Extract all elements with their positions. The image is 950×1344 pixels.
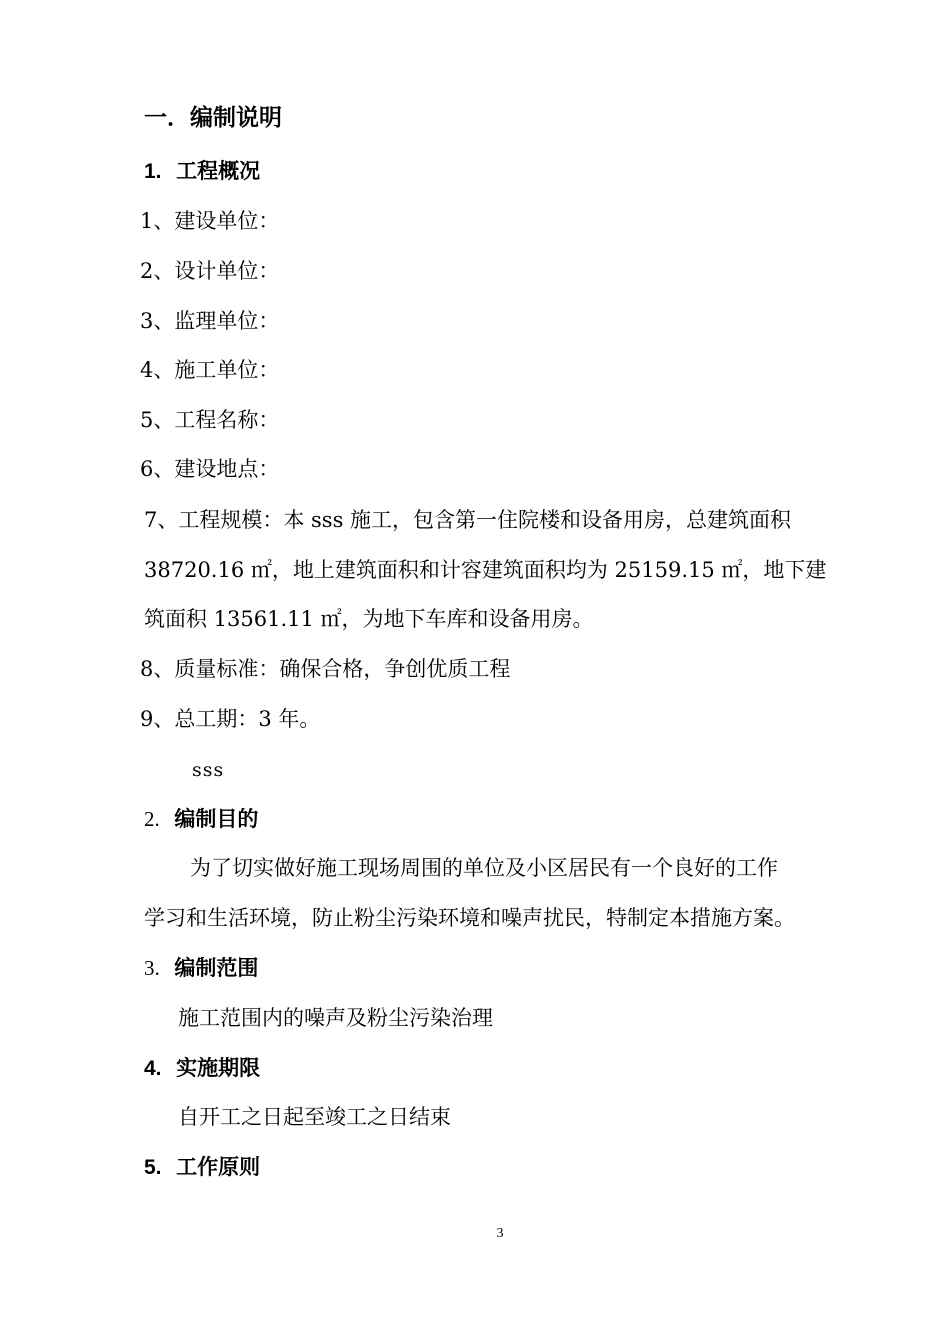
- quality-item: 8、质量标准：确保合格，争创优质工程: [140, 657, 511, 681]
- subsection-heading-2: [144, 805, 258, 833]
- overview-item-site: 6、建设地点：: [140, 457, 280, 481]
- page-number: 3: [496, 1226, 504, 1241]
- purpose-line-1: 为了切实做好施工现场周围的单位及小区居民有一个良好的工作: [190, 856, 778, 880]
- period-item: 9、总工期：3 年。: [140, 707, 321, 731]
- subsection-title: 工作原则: [176, 1155, 261, 1179]
- overview-item-designer: 2、设计单位：: [140, 259, 280, 283]
- subsection-heading-3: [144, 954, 258, 982]
- overview-item-builder: 1、建设单位：: [140, 209, 280, 233]
- subsection-number: 4.: [144, 1057, 162, 1080]
- subsection-title: 工程概况: [176, 159, 261, 183]
- overview-item-contractor: 4、施工单位：: [140, 358, 280, 382]
- subsection-number: 2.: [144, 807, 160, 831]
- scale-item-line-1: 7、工程规模：本 sss 施工，包含第一住院楼和设备用房，总建筑面积: [144, 508, 792, 532]
- subsection-title: 实施期限: [176, 1056, 261, 1080]
- subsection-title: 编制目的: [174, 807, 259, 831]
- subsection-title: 编制范围: [174, 956, 259, 980]
- subsection-heading-4: [144, 1054, 260, 1083]
- term-text: 自开工之日起至竣工之日结束: [178, 1105, 451, 1129]
- subsection-heading-5: [144, 1153, 260, 1182]
- section-title: 一．编制说明: [144, 105, 282, 131]
- overview-item-project-name: 5、工程名称：: [140, 408, 280, 432]
- scale-item-line-3: 筑面积 13561.11 ㎡，为地下车库和设备用房。: [144, 607, 594, 631]
- scope-text: 施工范围内的噪声及粉尘污染治理: [178, 1006, 493, 1030]
- stray-text: sss: [192, 759, 225, 781]
- overview-item-supervisor: 3、监理单位：: [140, 309, 280, 333]
- subsection-number: 1.: [144, 160, 162, 183]
- subsection-number: 3.: [144, 956, 160, 980]
- scale-item-line-2: 38720.16 ㎡，地上建筑面积和计容建筑面积均为 25159.15 ㎡，地下建: [144, 558, 827, 582]
- subsection-heading-1: [144, 157, 260, 186]
- subsection-number: 5.: [144, 1156, 162, 1179]
- purpose-line-2: 学习和生活环境，防止粉尘污染环境和噪声扰民，特制定本措施方案。: [144, 906, 795, 930]
